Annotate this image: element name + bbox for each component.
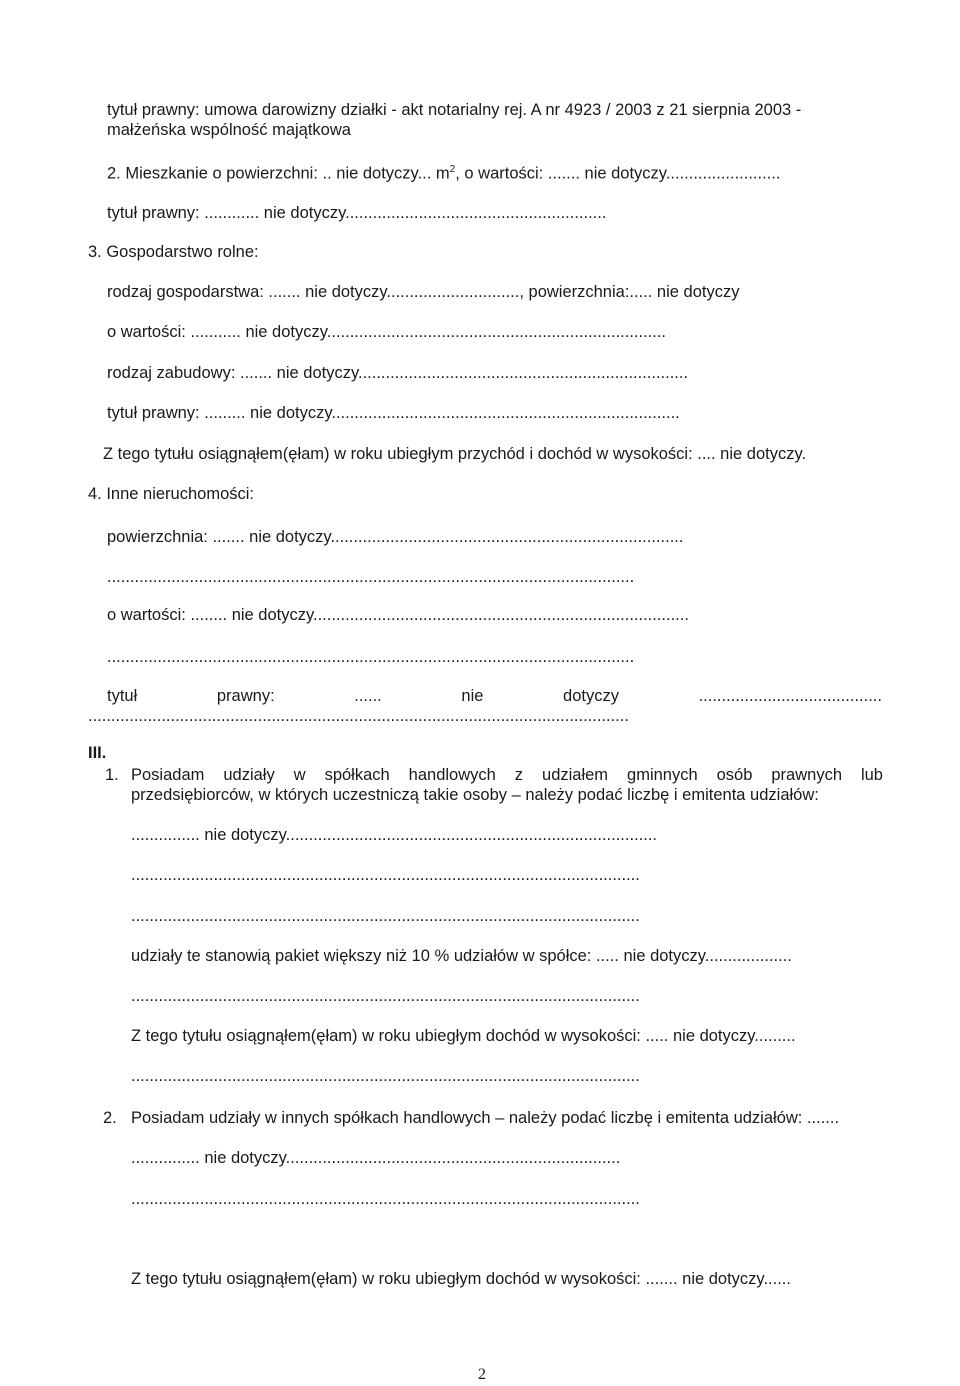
- gospodarstwo-heading: 3. Gospodarstwo rolne:: [88, 243, 259, 261]
- item-1-dots-a: ...............................................................................................................: [131, 866, 640, 884]
- tytul-word-5: dotyczy: [563, 687, 619, 705]
- nieruchomosci-heading: 4. Inne nieruchomości:: [88, 485, 255, 503]
- item-1-dots-b: ...............................................................................................................: [131, 907, 640, 925]
- item-1-dochod: Z tego tytułu osiągnąłem(ęłam) w roku ubiegłym dochód w wysokości: ..... nie dotyczy.........: [131, 1027, 796, 1045]
- nieruchomosci-powierzchnia: powierzchnia: ....... nie dotyczy.............................................................................: [107, 528, 684, 546]
- nieruchomosci-wartosc: o wartości: ........ nie dotyczy..................................................................................: [107, 606, 689, 624]
- item-1-pakiet: udziały te stanowią pakiet większy niż 10 % udziałów w spółce: ..... nie dotyczy...................: [131, 947, 792, 965]
- m2-superscript: 2: [449, 164, 456, 175]
- item-1-dots-d: ...............................................................................................................: [131, 1067, 640, 1085]
- tytul-word-6: ........................................: [698, 687, 882, 705]
- tytul-word-2: prawny:: [216, 687, 275, 705]
- mieszkanie-text: 2. Mieszkanie o powierzchni: .. nie dotyczy... m: [107, 164, 450, 183]
- section-iii-heading: III.: [88, 744, 107, 762]
- item-1-line-1: Posiadam udziały w spółkach handlowych z udziałem gminnych osób prawnych lub: [131, 766, 883, 784]
- page-number: 2: [478, 1366, 486, 1383]
- gospodarstwo-zabudowa: rodzaj zabudowy: ....... nie dotyczy........................................................................: [107, 364, 689, 382]
- tytul-word-3: ......: [354, 687, 382, 705]
- nieruchomosci-dots-1: ...................................................................................................................: [107, 568, 635, 586]
- nieruchomosci-dots-2: ...................................................................................................................: [107, 648, 635, 666]
- nieruchomosci-tytul: [107, 686, 882, 706]
- title-line-1: tytuł prawny: umowa darowizny działki - akt notarialny rej. A nr 4923 / 2003 z 21 sierpnia 2003 -: [107, 101, 802, 119]
- nieruchomosci-dots-3: ......................................................................................................................: [88, 707, 629, 725]
- mieszkanie-wartosc: , o wartości: ....... nie dotyczy.........................: [455, 164, 781, 183]
- item-1-number: 1.: [105, 766, 119, 784]
- item-2-dots-e: ...............................................................................................................: [131, 1190, 640, 1208]
- item-1-value: ............... nie dotyczy.................................................................................: [131, 826, 657, 844]
- title-line-2: małżeńska wspólność majątkowa: [107, 121, 351, 139]
- item-2-number: 2.: [103, 1109, 117, 1127]
- mieszkanie-line: [107, 160, 780, 184]
- item-1-line-2: przedsiębiorców, w których uczestniczą takie osoby – należy podać liczbę i emitenta udziałów:: [131, 786, 819, 804]
- item-1-dots-c: ...............................................................................................................: [131, 987, 640, 1005]
- tytul-word-4: nie: [461, 687, 484, 705]
- item-2-value: ............... nie dotyczy.........................................................................: [131, 1149, 621, 1167]
- mieszkanie-tytul: tytuł prawny: ............ nie dotyczy.........................................................: [107, 204, 607, 222]
- gospodarstwo-wartosc: o wartości: ........... nie dotyczy..........................................................................: [107, 323, 667, 341]
- gospodarstwo-rodzaj: rodzaj gospodarstwa: ....... nie dotyczy............................., powierzchnia:..... nie dotyczy: [107, 283, 740, 301]
- tytul-word-1: tytuł: [107, 687, 138, 705]
- item-2-dochod: Z tego tytułu osiągnąłem(ęłam) w roku ubiegłym dochód w wysokości: ....... nie dotyczy......: [131, 1270, 791, 1288]
- item-2-text: Posiadam udziały w innych spółkach handlowych – należy podać liczbę i emitenta udziałów: .......: [131, 1109, 840, 1127]
- gospodarstwo-dochod: Z tego tytułu osiągnąłem(ęłam) w roku ubiegłym przychód i dochód w wysokości: .... nie dotyczy.: [103, 445, 807, 463]
- gospodarstwo-tytul: tytuł prawny: ......... nie dotyczy............................................................................: [107, 404, 680, 422]
